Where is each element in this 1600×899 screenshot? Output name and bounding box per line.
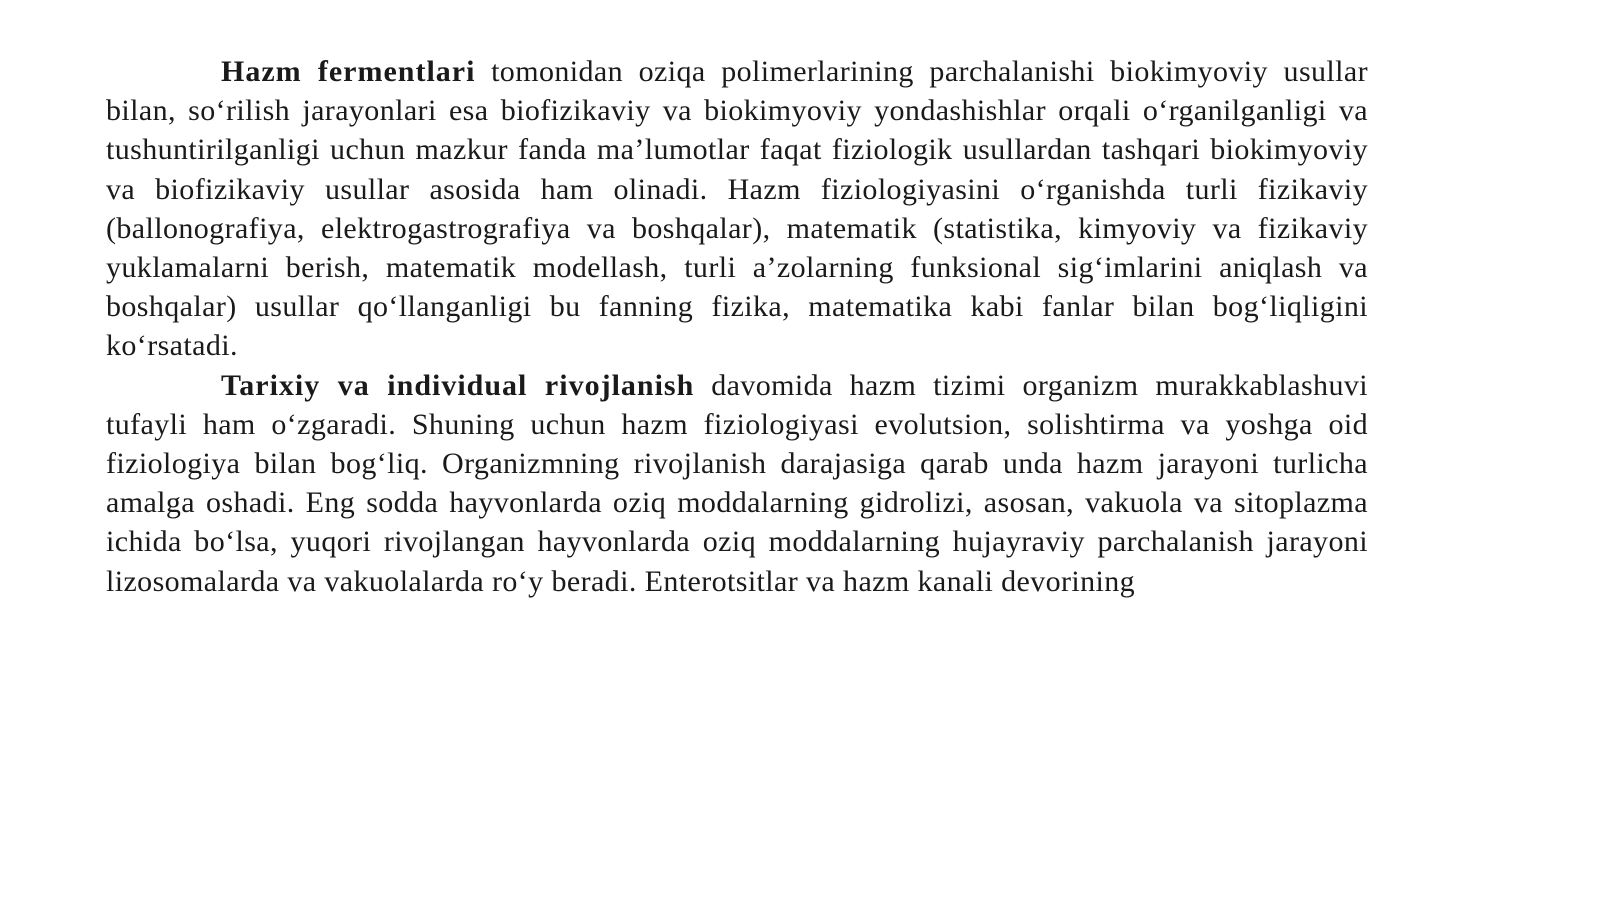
paragraph-2-lead: Tarixiy va individual rivojlanish: [221, 368, 695, 402]
text-body: [106, 52, 1368, 601]
paragraph-1: [106, 52, 1368, 366]
paragraph-2-body: davomida hazm tizimi organizm murakkablashuvi tufayli ham o‘zgaradi. Shuning uchun hazm fiziologiyasi evolutsion, solishtirma va yoshga oid fiziologiya bilan bog‘liq. Organizmning rivojlanish darajasiga qarab unda hazm jarayoni turlicha amalga oshadi. Eng sodda hayvonlarda oziq moddalarning gidrolizi, asosan, vakuola va sitoplazma ichida bo‘lsa, yuqori rivojlangan hayvonlarda oziq moddalarning hujayraviy parchalanish jarayoni lizosomalarda va vakuolalarda ro‘y beradi. Enterotsitlar va hazm kanali devorining: [106, 368, 1368, 598]
paragraph-2: [106, 366, 1368, 601]
paragraph-1-body: tomonidan oziqa polimerlarining parchalanishi biokimyoviy usullar bilan, so‘rilish jarayonlari esa biofizikaviy va biokimyoviy yondashishlar orqali o‘rganilganligi va tushuntirilganligi uchun mazkur fanda ma’lumotlar faqat fiziologik usullardan tashqari biokimyoviy va biofizikaviy usullar asosida ham olinadi. Hazm fiziologiyasini o‘rganishda turli fizikaviy (ballonografiya, elektrogastrografiya va boshqalar), matematik (statistika, kimyoviy va fizikaviy yuklamalarni berish, matematik modellash, turli a’zolarning funksional sig‘imlarini aniqlash va boshqalar) usullar qo‘llanganligi bu fanning fizika, matematika kabi fanlar bilan bog‘liqligini ko‘rsatadi.: [106, 55, 1368, 363]
paragraph-1-lead: Hazm fermentlari: [221, 55, 476, 88]
